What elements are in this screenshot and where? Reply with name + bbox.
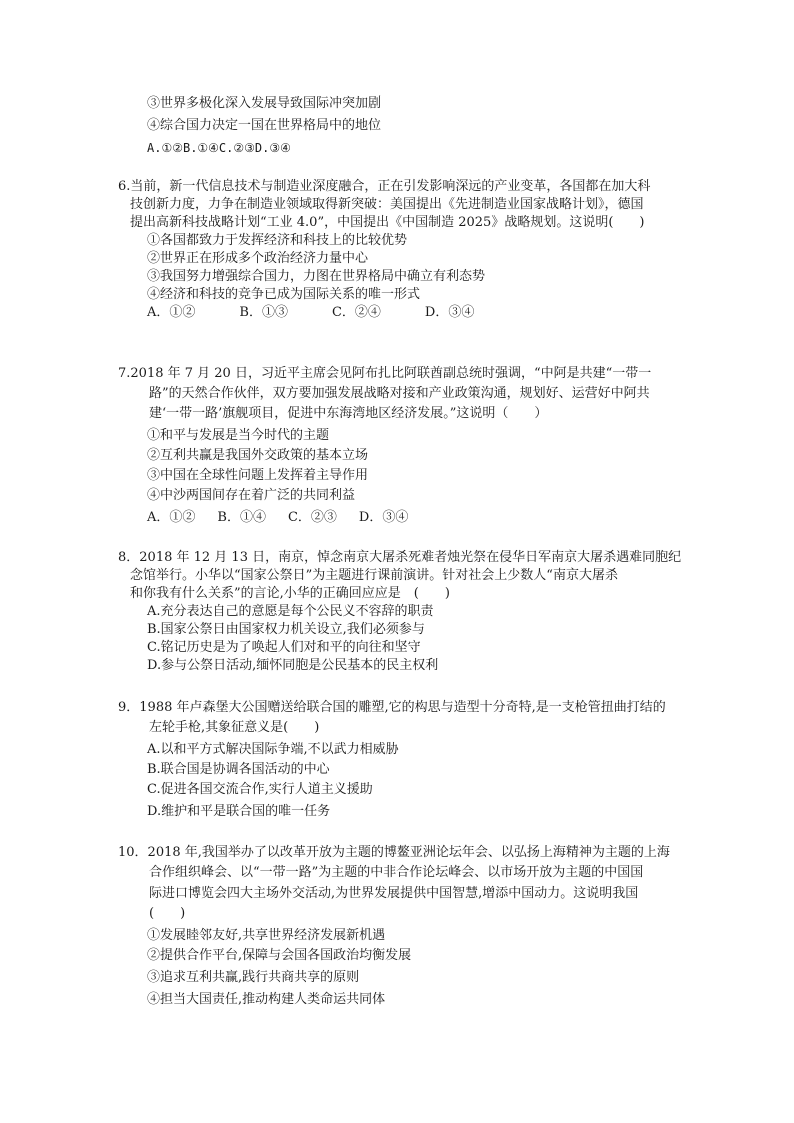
q10-stem-line-2: 合作组织峰会、以“一带一路”为主题的中非合作论坛峰会、以市场开放为主题的中国国: [149, 865, 644, 880]
q9-option-d: D.维护和平是联合国的唯一任务: [147, 804, 331, 819]
q9-option-c: C.促进各国交流合作,实行人道主义援助: [147, 782, 373, 797]
q8-stem-line-3: 和你我有什么关系”的言论,小华的正确回应应是 ( ): [130, 586, 450, 601]
q7-answer-d: D．③④: [358, 510, 409, 525]
q7-option-2: ②互利共赢是我国外交政策的基本立场: [147, 448, 369, 463]
q7-answer-c: C．②③: [287, 510, 337, 525]
q6-answer-d: D．③④: [424, 305, 475, 320]
q7-option-3: ③中国在全球性问题上发挥着主导作用: [147, 468, 369, 483]
q6-stem-line-2: 技创新力度，力争在制造业领域取得新突破：美国提出《先进制造业国家战略计划》，德国: [130, 197, 644, 212]
q6-answer-choices: [147, 304, 474, 322]
q7-stem-line-3: 建‘一带一路’旗舰项目，促进中东海湾地区经济发展。”这说明（ ）: [149, 406, 548, 421]
q7-answer-a: A．①②: [147, 510, 196, 525]
q7-stem-line-1: 7.2018 年 7 月 20 日，习近平主席会见阿布扎比阿联酋副总统时强调，“中阿是共建“一带一: [118, 366, 652, 381]
q7-answer-b: B．①④: [217, 510, 266, 525]
q7-option-4: ④中沙两国间存在着广泛的共同利益: [147, 488, 356, 503]
q10-option-2: ②提供合作平台,保障与会国各国政治均衡发展: [147, 948, 412, 963]
q10-stem-line-1: 10．2018 年,我国举办了以改革开放为主题的博鳌亚洲论坛年会、以弘扬上海精神为主题的上海: [118, 845, 670, 860]
q6-answer-b: B．①③: [239, 305, 288, 320]
q8-stem-line-2: 念馆举行。小华以“国家公祭日”为主题进行课前演讲。针对社会上少数人“南京大屠杀: [130, 568, 618, 583]
q10-stem-line-4: ( ): [149, 906, 186, 921]
q6-option-2: ②世界正在形成多个政治经济力量中心: [147, 251, 369, 266]
q8-option-c: C.铭记历史是为了唤起人们对和平的向往和坚守: [147, 640, 421, 655]
q6-option-1: ①各国都致力于发挥经济和科技上的比较优势: [147, 233, 408, 248]
q6-stem-line-1: 6.当前，新一代信息技术与制造业深度融合，正在引发影响深远的产业变革，各国都在加大科: [118, 179, 651, 194]
q9-stem-line-1: 9．1988 年卢森堡大公国赠送给联合国的雕塑,它的构思与造型十分奇特,是一支枪管扭曲打结的: [118, 700, 666, 715]
q8-option-d: D.参与公祭日活动,缅怀同胞是公民基本的民主权利: [147, 658, 439, 673]
q9-option-a: A.以和平方式解决国际争端,不以武力相威胁: [147, 742, 399, 757]
q6-option-3: ③我国努力增强综合国力，力图在世界格局中确立有利态势: [147, 269, 486, 284]
q8-stem-line-1: 8．2018 年 12 月 13 日，南京，悼念南京大屠杀死难者烛光祭在侵华日军南京大屠杀遇难同胞纪: [118, 550, 682, 565]
q9-stem-line-2: 左轮手枪,其象征意义是( ): [149, 720, 320, 735]
q7-answer-choices: [147, 509, 408, 527]
q5-option-3: ③世界多极化深入发展导致国际冲突加剧: [147, 96, 382, 111]
q5-option-4: ④综合国力决定一国在世界格局中的地位: [147, 118, 382, 133]
q10-option-4: ④担当大国责任,推动构建人类命运共同体: [147, 992, 386, 1007]
q6-option-4: ④经济和科技的竞争已成为国际关系的唯一形式: [147, 287, 421, 302]
q7-stem-line-2: 路”的天然合作伙伴，双方要加强发展战略对接和产业政策沟通，规划好、运营好中阿共: [149, 386, 650, 401]
q6-stem-line-3: 提出高新科技战略计划“工业 4.0”，中国提出《中国制造 2025》战略规划。这说明( ): [130, 215, 645, 230]
q8-option-a: A.充分表达自己的意愿是每个公民义不容辞的职责: [147, 604, 434, 619]
q6-answer-c: C．②④: [331, 305, 381, 320]
q6-answer-a: A．①②: [147, 305, 196, 320]
q9-option-b: B.联合国是协调各国活动的中心: [147, 762, 330, 777]
q10-option-3: ③追求互利共赢,践行共商共享的原则: [147, 970, 360, 985]
q7-option-1: ①和平与发展是当今时代的主题: [147, 428, 330, 443]
q10-option-1: ①发展睦邻友好,共享世界经济发展新机遇: [147, 928, 386, 943]
q8-option-b: B.国家公祭日由国家权力机关设立,我们必须参与: [147, 622, 425, 637]
q5-answer-choices: A.①②B.①④C.②③D.③④: [147, 141, 291, 155]
q10-stem-line-3: 际进口博览会四大主场外交活动,为世界发展提供中国智慧,增添中国动力。这说明我国: [149, 886, 639, 901]
